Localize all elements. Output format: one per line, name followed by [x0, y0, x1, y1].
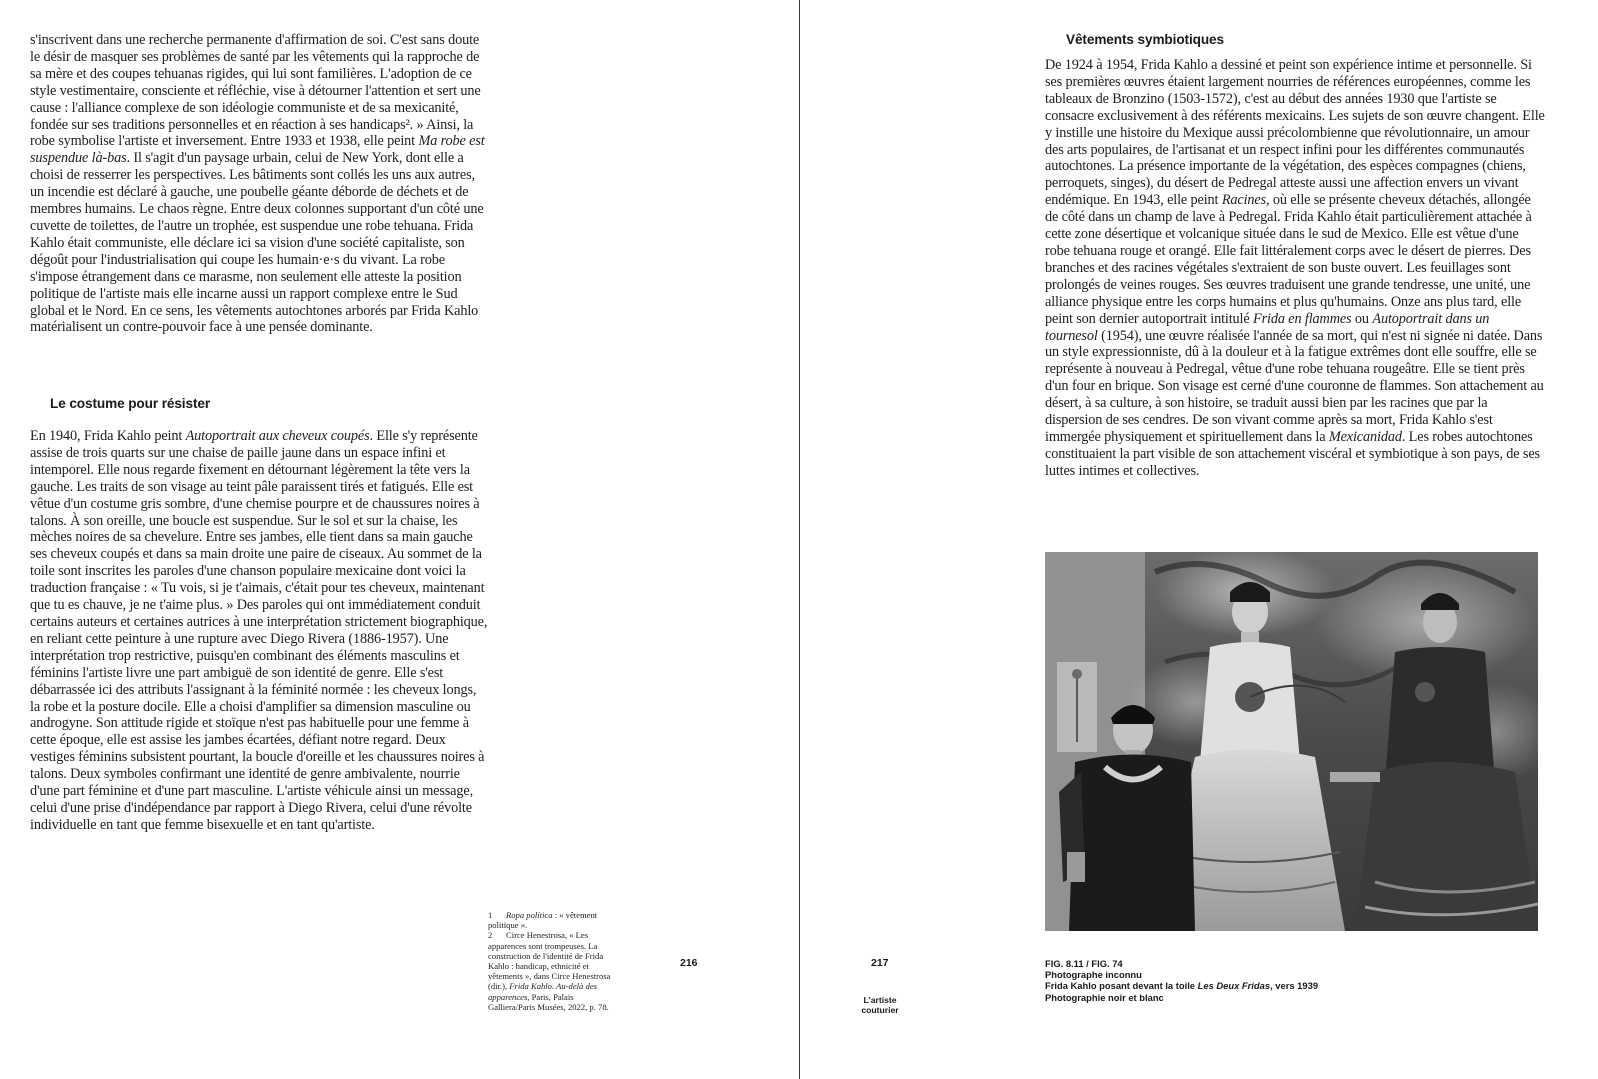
- left-paragraph-2: [30, 428, 488, 834]
- italic-term: Mexicanidad: [1328, 428, 1402, 445]
- footnote-text: Circe Henestrosa, « Les apparences sont trompeuses. La construction de l'identité de Frida Kahlo : handicap, ethnicité et vêtements », dans Circe Henestrosa (dir.),: [488, 930, 611, 992]
- text-run: (1954), une œuvre réalisée l'année de sa mort, qui n'est ni signée ni datée. Dans un style expressionniste, dû à la douleur et à la fatigue extrêmes dont elle souffre, elle se représente à nouveau à Pedregal, vêtue d'une robe tehuana rougeâtre. Elle se tient près d'un four en brique. Son visage est cerné d'une couronne de flammes. Son attachement au désert, à sa culture, à son histoire, se traduit aussi bien par les racines que par la dispersion de ses cendres. De son vivant comme après sa mort, Frida Kahlo s'est immergée physiquement et spirituellement dans la: [1045, 327, 1544, 445]
- artwork-title: Racines: [1221, 192, 1267, 209]
- artwork-title: Autoportrait dans un tournesol: [1045, 310, 1490, 344]
- page-number-right: 217: [871, 957, 889, 969]
- running-head-line: L'artiste: [863, 995, 897, 1005]
- right-paragraph: [1045, 57, 1545, 480]
- footnote-italic: Frida Kahlo. Au-delà des apparences: [488, 981, 597, 1002]
- caption-text: , vers 1939: [1270, 980, 1319, 992]
- footnote-number: 1: [488, 910, 493, 920]
- caption-credit: Photographe inconnu: [1045, 969, 1142, 981]
- footnote-1: [488, 910, 618, 930]
- footnote-2: [488, 930, 618, 1012]
- section-heading: Vêtements symbiotiques: [1066, 32, 1224, 47]
- text-run: En 1940, Frida Kahlo peint: [30, 428, 183, 444]
- caption-artwork-title: Les Deux Fridas: [1197, 980, 1271, 992]
- caption-text: Frida Kahlo posant devant la toile: [1045, 980, 1198, 992]
- running-head: [856, 996, 904, 1015]
- text-run: , où elle se présente cheveux détachés, allongée de côté dans un champ de lave à Pedregal. Frida Kahlo était particulièrement attachée à cette zone désertique et volcanique située dans le sud de Mexico. Elle est vêtue d'une robe tehuana rouge et orangé. Elle fait littéralement corps avec le désert de pierres. Des branches et des racines végétales s'extraient de son buste ouvert. Les feuillages sont prolongés de veines rouges. Ses œuvres traduisent une grande tendresse, une unité, une alliance physique entre les corps humains et plus qu'humains. Onze ans plus tard, elle peint son dernier autoportrait intitulé: [1045, 192, 1532, 327]
- caption-title: [1045, 980, 1545, 991]
- left-paragraph-1: [30, 32, 488, 336]
- text-run: s'inscrivent dans une recherche permanente d'affirmation de soi. C'est sans doute le désir de masquer ses problèmes de santé par les vêtements qui la rapproche de sa mère et des coupes tehuanas rigides, qui lui sont familières. L'adoption de ce style vestimentaire, consciente et réfléchie, vise à détourner l'attention et sert une cause : l'alliance complexe de son idéologie communiste et de sa mexicanité, fondée sur ses traditions personnelles et en réaction à ses handicaps². » Ainsi, la robe symbolise l'artiste et inversement. Entre 1933 et 1938, elle peint: [30, 32, 481, 150]
- text-run: . Il s'agit d'un paysage urbain, celui de New York, dont elle a choisi de resserrer les perspectives. Les bâtiments sont collés les uns aux autres, un incendie est déclaré à gauche, une poubelle géante déborde de déchets et de membres humains. Le chaos règne. Entre deux colonnes supportant d'un côté une cuvette de toilettes, de l'autre un trophée, est suspendue une robe tehuana. Frida Kahlo était communiste, elle déclare ici sa vision d'une société capitaliste, son dégoût pour l'industrialisation qui coupe les humain·e·s du vivant. La robe s'impose étrangement dans ce marasme, non seulement elle atteste la position politique de l'artiste mais elle incarne aussi un rapport complexe entre le Sud global et le Nord. En ce sens, les vêtements autochtones arborés par Frida Kahlo matérialisent un contre-pouvoir face à une pensée dominante.: [30, 150, 484, 336]
- footnote-text: : « vêtement politique ».: [488, 910, 598, 931]
- footnote-italic: Ropa política: [506, 910, 553, 920]
- page-gutter: [799, 0, 800, 1079]
- photograph-icon: [1045, 552, 1538, 931]
- caption-figure-number: FIG. 8.11 / FIG. 74: [1045, 958, 1123, 969]
- page-number-left: 216: [680, 957, 698, 969]
- footnote-text: , Paris, Palais Galliera/Paris Musées, 2022, p. 78.: [488, 991, 609, 1012]
- caption-medium: Photographie noir et blanc: [1045, 991, 1164, 1003]
- text-run: ou: [1354, 310, 1369, 327]
- text-run: . Elle s'y représente assise de trois quarts sur une chaise de paille jaune dans un espace infini et intemporel. Elle nous regarde fixement en détournant légèrement la tête vers la gauche. Les traits de son visage au teint pâle paraissent tirés et fatigués. Elle est vêtue d'un costume gris sombre, d'une chemise pourpre et de chaussures noires à talons. À son oreille, une boucle est suspendue. Sur le sol et sur la chaise, les mèches noires de sa chevelure. Entre ses jambes, elle tient dans sa main gauche ses cheveux coupés et dans sa main droite une paire de ciseaux. Au sommet de la toile sont inscrites les paroles d'une chanson populaire mexicaine dont voici la traduction française : « Tu vois, si je t'aimais, c'était pour tes cheveux, maintenant que tu es chauve, je ne t'aime plus. » Des paroles qui ont immédiatement conduit certains auteurs et certaines autrices à une interprétation strictement biographique, en reliant cette peinture à une rupture avec Diego Rivera (1886-1957). Une interprétation trop restrictive, puisqu'en combinant des éléments masculins et féminins l'artiste livre une part ambiguë de son identité de genre. Elle s'est débarrassée ici des attributs l'assignant à la féminité normée : les cheveux longs, la robe et la posture docile. Elle a choisi d'amplifier sa dimension masculine ou androgyne. Son attitude rigide et stoïque n'est pas habituelle pour une femme à cette époque, elle est assise les jambes écartées, défiant notre regard. Deux vestiges féminins subsistent pourtant, la boucle d'oreille et les chaussures noires à talons. Deux symboles confirmant une identité de genre ambivalente, nourrie d'une part féminine et d'une part masculine. L'artiste véhicule ainsi un message, celui d'une prise d'indépendance par rapport à Diego Rivera, celui d'une révolte individuelle en tant que femme bisexuelle et en tant qu'artiste.: [30, 428, 488, 833]
- footnotes: [488, 910, 618, 1012]
- text-run: . Les robes autochtones constituaient la part visible de son attachement viscéral et symbiotique à son pays, de ses luttes intimes et collectives.: [1045, 428, 1540, 479]
- section-heading: Le costume pour résister: [50, 396, 211, 411]
- artwork-title: Frida en flammes: [1253, 310, 1352, 327]
- figure-caption: [1045, 958, 1545, 1003]
- artwork-title: Autoportrait aux cheveux coupés: [185, 428, 370, 444]
- artwork-title: Ma robe est suspendue là-bas: [30, 133, 485, 167]
- running-head-line: couturier: [861, 1004, 899, 1015]
- text-run: De 1924 à 1954, Frida Kahlo a dessiné et peint son expérience intime et personnelle. Si ses premières œuvres étaient largement nourries de références européennes, comme les tableaux de Bronzino (1503-1572), c'est au début des années 1930 que l'artiste se consacre exclusivement à des référents mexicains. Les sujets de son œuvre changent. Elle y instille une histoire du Mexique aussi précolombienne que révolutionnaire, un amour des arts populaires, de l'artisanat et un respect infini pour les différentes communautés autochtones. La présence importante de la végétation, des espèces compagnes (chiens, perroquets, singes), du désert de Pedregal atteste aussi une affection envers un vivant endémique. En 1943, elle peint: [1045, 57, 1545, 209]
- footnote-number: 2: [488, 930, 493, 941]
- photograph-figure: [1045, 552, 1538, 931]
